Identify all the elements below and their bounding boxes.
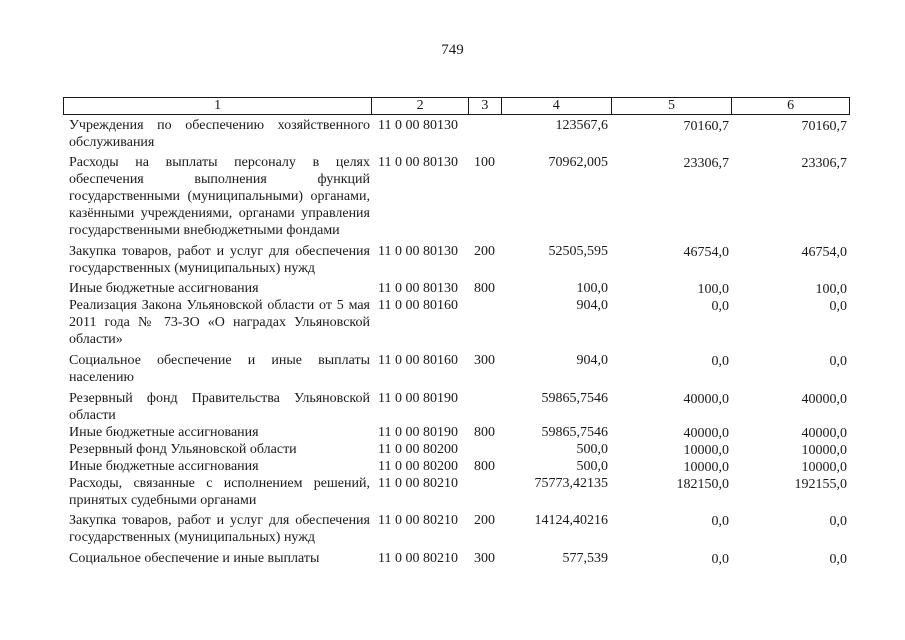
row-name: Социальное обеспечение и иные выплаты населению (69, 353, 370, 385)
row-code: 11 0 00 80190 (378, 391, 458, 406)
row-code: 11 0 00 80210 (378, 551, 458, 566)
row-value-6-text: 70160,7 (801, 119, 847, 134)
row-value-6 (731, 390, 850, 424)
row-type: 800 (474, 281, 495, 296)
table-header (63, 97, 850, 115)
row-value-4: 577,539 (562, 551, 608, 566)
row-name: Закупка товаров, работ и услуг для обеспечения государственных (муниципальных) нужд (69, 513, 370, 545)
row-value-5 (610, 117, 731, 151)
row-value-5 (610, 475, 731, 509)
header-col-5: 5 (612, 98, 733, 114)
row-value-4: 123567,6 (555, 118, 608, 133)
row-value-6 (731, 512, 850, 546)
row-value-5 (610, 280, 731, 297)
row-code: 11 0 00 80210 (378, 513, 458, 528)
row-type: 200 (474, 244, 495, 259)
row-code: 11 0 00 80200 (378, 459, 458, 474)
row-name: Расходы, связанные с исполнением решений, принятых судебными органами (69, 476, 370, 508)
row-value-6-text: 0,0 (829, 552, 847, 567)
row-type: 800 (474, 425, 495, 440)
row-name: Закупка товаров, работ и услуг для обеспечения государственных (муниципальных) нужд (69, 244, 370, 276)
row-value-6 (731, 297, 850, 348)
row-value-6 (731, 117, 850, 151)
row-value-5-text: 23306,7 (683, 156, 729, 171)
row-type (469, 475, 502, 509)
table-row (63, 441, 850, 458)
row-code: 11 0 00 80190 (378, 425, 458, 440)
row-value-5-text: 182150,0 (676, 477, 729, 492)
header-col-4: 4 (502, 98, 612, 114)
row-value-5-text: 0,0 (711, 552, 729, 567)
row-value-6-text: 192155,0 (794, 477, 847, 492)
row-value-6 (731, 458, 850, 475)
header-col-1: 1 (64, 98, 372, 114)
row-value-5 (610, 458, 731, 475)
row-value-6 (731, 475, 850, 509)
budget-table (63, 97, 850, 567)
page-number: 749 (441, 42, 464, 58)
row-value-4: 14124,40216 (534, 513, 608, 528)
row-value-5 (610, 352, 731, 386)
row-value-5-text: 40000,0 (683, 392, 729, 407)
row-value-5-text: 0,0 (711, 299, 729, 314)
row-value-6-text: 23306,7 (801, 156, 847, 171)
row-code: 11 0 00 80160 (378, 353, 458, 368)
row-value-5-text: 0,0 (711, 354, 729, 369)
row-value-5-text: 70160,7 (683, 119, 729, 134)
row-value-6 (731, 550, 850, 567)
row-name: Расходы на выплаты персоналу в целях обеспечения выполнения функций государственными (муниципальными) органами, казёнными учреждениями, органами управления государственными внебюджетными фондами (69, 155, 370, 238)
row-value-5-text: 10000,0 (683, 460, 729, 475)
table-row (63, 458, 850, 475)
row-value-6-text: 0,0 (829, 354, 847, 369)
row-value-5-text: 10000,0 (683, 443, 729, 458)
row-value-6-text: 40000,0 (801, 392, 847, 407)
row-value-6 (731, 352, 850, 386)
row-value-4: 59865,7546 (541, 425, 608, 440)
row-value-4: 904,0 (576, 298, 608, 313)
row-value-5 (610, 512, 731, 546)
row-type (469, 390, 502, 424)
row-value-5-text: 100,0 (697, 282, 729, 297)
table-row (63, 475, 850, 509)
row-value-5-text: 40000,0 (683, 426, 729, 441)
row-value-6 (731, 424, 850, 441)
row-name: Резервный фонд Ульяновской области (69, 442, 297, 457)
row-name: Учреждения по обеспечению хозяйственного обслуживания (69, 118, 370, 150)
row-value-4: 904,0 (576, 353, 608, 368)
header-col-3: 3 (469, 98, 502, 114)
table-row (63, 117, 850, 151)
table-row (63, 424, 850, 441)
table-row (63, 352, 850, 386)
row-type: 300 (474, 551, 495, 566)
header-col-6: 6 (787, 98, 795, 113)
row-value-6 (731, 280, 850, 297)
row-value-4: 59865,7546 (541, 391, 608, 406)
table-row (63, 512, 850, 546)
row-code: 11 0 00 80200 (378, 442, 458, 457)
row-code: 11 0 00 80160 (378, 298, 458, 313)
row-value-5 (610, 424, 731, 441)
row-value-4: 500,0 (576, 442, 608, 457)
row-type: 200 (474, 513, 495, 528)
row-value-5-text: 0,0 (711, 514, 729, 529)
row-type: 800 (474, 459, 495, 474)
row-value-6-text: 10000,0 (801, 460, 847, 475)
row-code: 11 0 00 80130 (378, 155, 458, 170)
table-row (63, 297, 850, 348)
row-value-5 (610, 550, 731, 567)
row-type: 100 (474, 155, 495, 170)
row-name: Резервный фонд Правительства Ульяновской области (69, 391, 370, 423)
row-name: Иные бюджетные ассигнования (69, 459, 259, 474)
row-value-6-text: 0,0 (829, 299, 847, 314)
row-code: 11 0 00 80130 (378, 118, 458, 133)
row-value-5 (610, 154, 731, 239)
row-value-4: 500,0 (576, 459, 608, 474)
row-value-4: 75773,42135 (534, 476, 608, 491)
row-name: Иные бюджетные ассигнования (69, 425, 259, 440)
row-value-6-text: 46754,0 (801, 245, 847, 260)
row-type (469, 297, 502, 348)
row-value-5 (610, 441, 731, 458)
row-value-4: 100,0 (576, 281, 608, 296)
row-code: 11 0 00 80130 (378, 281, 458, 296)
row-value-5 (610, 243, 731, 277)
row-value-4: 52505,595 (548, 244, 608, 259)
row-type (469, 117, 502, 151)
row-value-5 (610, 297, 731, 348)
row-value-6-text: 100,0 (815, 282, 847, 297)
row-value-4: 70962,005 (548, 155, 608, 170)
row-type (469, 441, 502, 458)
row-value-5-text: 46754,0 (683, 245, 729, 260)
row-code: 11 0 00 80130 (378, 244, 458, 259)
row-name: Иные бюджетные ассигнования (69, 281, 259, 296)
row-type: 300 (474, 353, 495, 368)
row-value-6-text: 0,0 (829, 514, 847, 529)
table-body (63, 117, 850, 567)
row-value-6 (731, 243, 850, 277)
row-value-6 (731, 441, 850, 458)
row-value-5 (610, 390, 731, 424)
row-name: Социальное обеспечение и иные выплаты (69, 551, 320, 566)
row-value-6-text: 10000,0 (801, 443, 847, 458)
table-row (63, 390, 850, 424)
table-row (63, 243, 850, 277)
row-name: Реализация Закона Ульяновской области от 5 мая 2011 года № 73-ЗО «О наградах Ульяновской области» (69, 298, 370, 347)
table-row (63, 280, 850, 297)
table-row (63, 154, 850, 239)
row-value-6-text: 40000,0 (801, 426, 847, 441)
header-col-2: 2 (372, 98, 469, 114)
table-row (63, 550, 850, 567)
row-code: 11 0 00 80210 (378, 476, 458, 491)
row-value-6 (731, 154, 850, 239)
